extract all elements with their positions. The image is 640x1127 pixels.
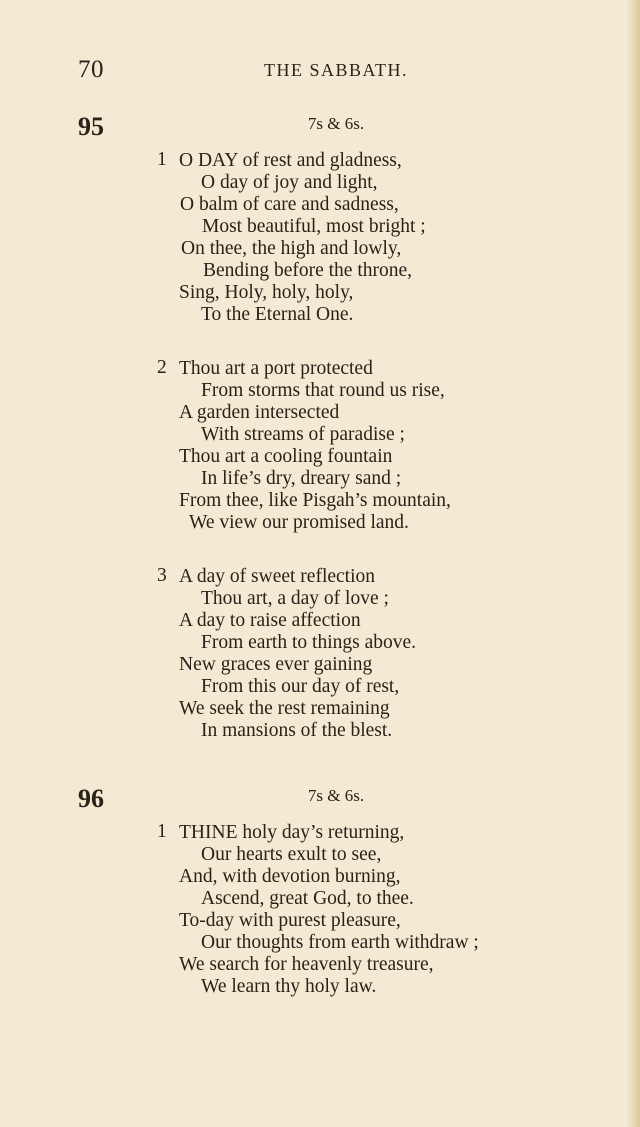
verse-line: On thee, the high and lowly, xyxy=(181,238,402,259)
verse-line: We search for heavenly treasure, xyxy=(179,954,434,975)
verse-line: Our hearts exult to see, xyxy=(201,844,382,865)
verse-line: A day to raise affection xyxy=(179,610,361,631)
verse-line: From storms that round us rise, xyxy=(201,380,445,401)
verse-line: We view our promised land. xyxy=(189,512,409,533)
verse-line: We learn thy holy law. xyxy=(201,976,377,997)
verse-line: To the Eternal One. xyxy=(201,304,354,325)
verse-line: Thou art, a day of love ; xyxy=(201,588,389,609)
hymn-number: 96 xyxy=(78,784,104,813)
verse-line: Bending before the throne, xyxy=(203,260,413,281)
verse-line: With streams of paradise ; xyxy=(201,424,405,445)
verse-line: Sing, Holy, holy, holy, xyxy=(179,282,354,303)
verse-line: Ascend, great God, to thee. xyxy=(201,888,414,909)
running-title: THE SABBATH. xyxy=(263,60,408,80)
verse-line: Most beautiful, most bright ; xyxy=(202,216,426,237)
verse-line: Thou art a port protected xyxy=(179,358,373,379)
verse-line: From this our day of rest, xyxy=(201,676,400,697)
verse-line: A day of sweet reflection xyxy=(179,566,376,587)
verse-number: 3 xyxy=(157,565,167,586)
hymn-meter: 7s & 6s. xyxy=(307,114,365,133)
page-edge xyxy=(626,0,640,1127)
verse-line: To-day with purest pleasure, xyxy=(179,910,401,931)
verse-line: In life’s dry, dreary sand ; xyxy=(201,468,402,489)
verse-line: From thee, like Pisgah’s mountain, xyxy=(179,490,451,511)
verse-line: Thou art a cooling fountain xyxy=(179,446,393,467)
verse-line: A garden intersected xyxy=(179,402,340,423)
page-number: 70 xyxy=(78,56,104,83)
hymn-number: 95 xyxy=(78,112,104,141)
verse-line: O day of joy and light, xyxy=(201,172,378,193)
verse-number: 2 xyxy=(157,357,167,378)
verse-line: We seek the rest remaining xyxy=(179,698,390,719)
verse-line: Our thoughts from earth withdraw ; xyxy=(201,932,479,953)
verse-line: THINE holy day’s returning, xyxy=(179,822,405,843)
hymn-meter: 7s & 6s. xyxy=(307,786,365,805)
verse-line: O balm of care and sadness, xyxy=(180,194,399,215)
verse-line: New graces ever gaining xyxy=(179,654,373,675)
verse-number: 1 xyxy=(157,149,167,170)
verse-number: 1 xyxy=(157,821,167,842)
verse-line: From earth to things above. xyxy=(201,632,417,653)
verse-line: And, with devotion burning, xyxy=(179,866,401,887)
verse-line: O DAY of rest and gladness, xyxy=(179,150,402,171)
verse-line: In mansions of the blest. xyxy=(201,720,393,741)
